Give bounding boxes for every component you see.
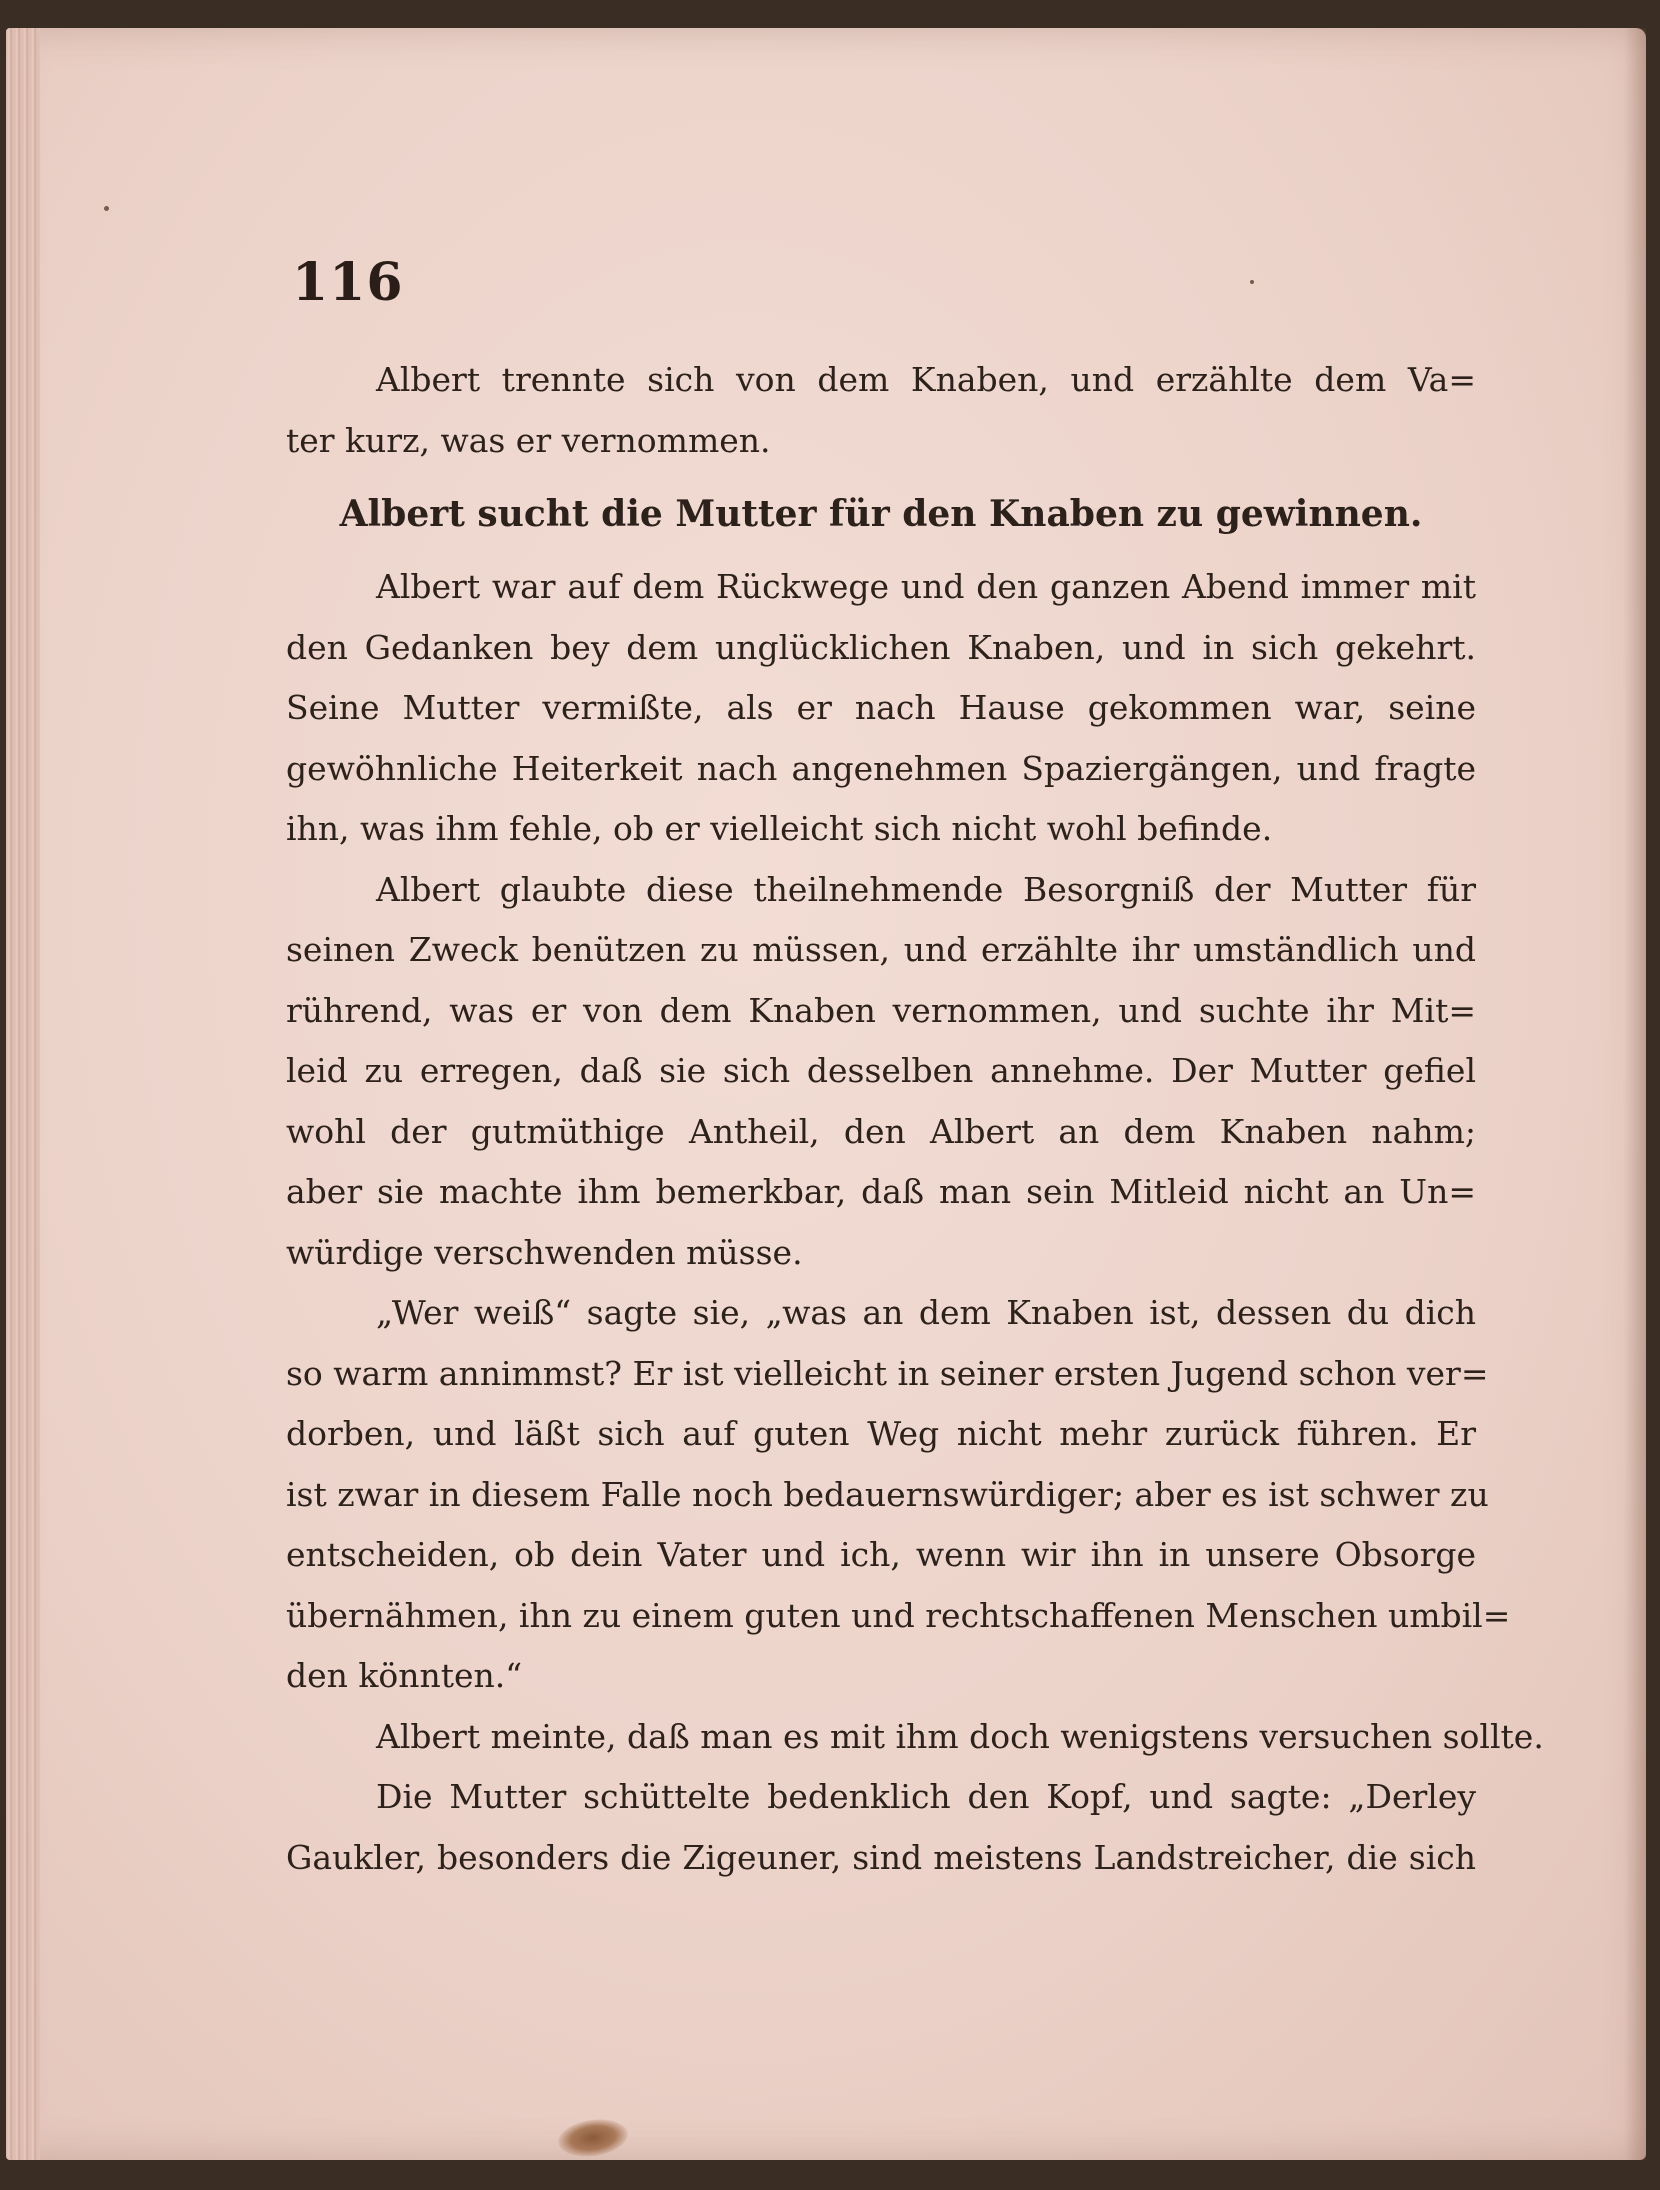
page-text xyxy=(286,350,1544,1888)
speck xyxy=(104,206,109,211)
text-line: Albert meinte, daß man es mit ihm doch wenigstens versuchen sollte. xyxy=(376,1716,1544,1756)
text-line: Die Mutter schüttelte bedenklich den Kopf, und sagte: „Derley xyxy=(376,1777,1476,1816)
text-line: leid zu erregen, daß sie sich desselben annehme. Der Mutter gefiel xyxy=(286,1051,1476,1090)
text-line: so warm annimmst? Er ist vielleicht in seiner ersten Jugend schon ver= xyxy=(286,1353,1489,1393)
text-line: ter kurz, was er vernommen. xyxy=(286,420,771,460)
text-line: Albert trennte sich von dem Knaben, und erzählte dem Va= xyxy=(376,360,1476,399)
text-line: „Wer weiß“ sagte sie, „was an dem Knaben ist, dessen du dich xyxy=(376,1293,1476,1332)
speck xyxy=(1250,280,1254,284)
text-line: Seine Mutter vermißte, als er nach Hause gekommen war, seine xyxy=(286,688,1476,727)
page-edge-left xyxy=(6,28,40,2160)
text-line: entscheiden, ob dein Vater und ich, wenn wir ihn in unsere Obsorge xyxy=(286,1535,1476,1574)
text-line: Albert war auf dem Rückwege und den ganzen Abend immer mit xyxy=(376,567,1476,606)
page-number: 116 xyxy=(292,252,404,313)
text-line: den könnten.“ xyxy=(286,1656,523,1695)
text-line: ihn, was ihm fehle, ob er vielleicht sich nicht wohl befinde. xyxy=(286,809,1273,848)
text-line: wohl der gutmüthige Antheil, den Albert an dem Knaben nahm; xyxy=(286,1111,1476,1151)
text-line: rührend, was er von dem Knaben vernommen, und suchte ihr Mit= xyxy=(286,990,1476,1030)
section-heading: Albert sucht die Mutter für den Knaben zu gewinnen. xyxy=(339,493,1423,535)
text-line: den Gedanken bey dem unglücklichen Knaben, und in sich gekehrt. xyxy=(286,627,1476,667)
text-line: Albert glaubte diese theilnehmende Besorgniß der Mutter für xyxy=(376,869,1476,909)
text-line: ist zwar in diesem Falle noch bedauernswürdiger; aber es ist schwer zu xyxy=(286,1474,1489,1514)
ink-stain xyxy=(556,2115,630,2160)
text-line: übernähmen, ihn zu einem guten und rechtschaffenen Menschen umbil= xyxy=(286,1595,1511,1635)
text-line: Gaukler, besonders die Zigeuner, sind meistens Landstreicher, die sich xyxy=(286,1837,1476,1877)
text-line: seinen Zweck benützen zu müssen, und erzählte ihr umständlich und xyxy=(286,930,1476,969)
text-line: aber sie machte ihm bemerkbar, daß man sein Mitleid nicht an Un= xyxy=(286,1172,1476,1211)
text-line: gewöhnliche Heiterkeit nach angenehmen Spaziergängen, und fragte xyxy=(286,748,1476,788)
text-line: dorben, und läßt sich auf guten Weg nicht mehr zurück führen. Er xyxy=(286,1414,1476,1453)
page-edge-right xyxy=(1624,28,1646,2160)
text-line: würdige verschwenden müsse. xyxy=(286,1232,803,1272)
